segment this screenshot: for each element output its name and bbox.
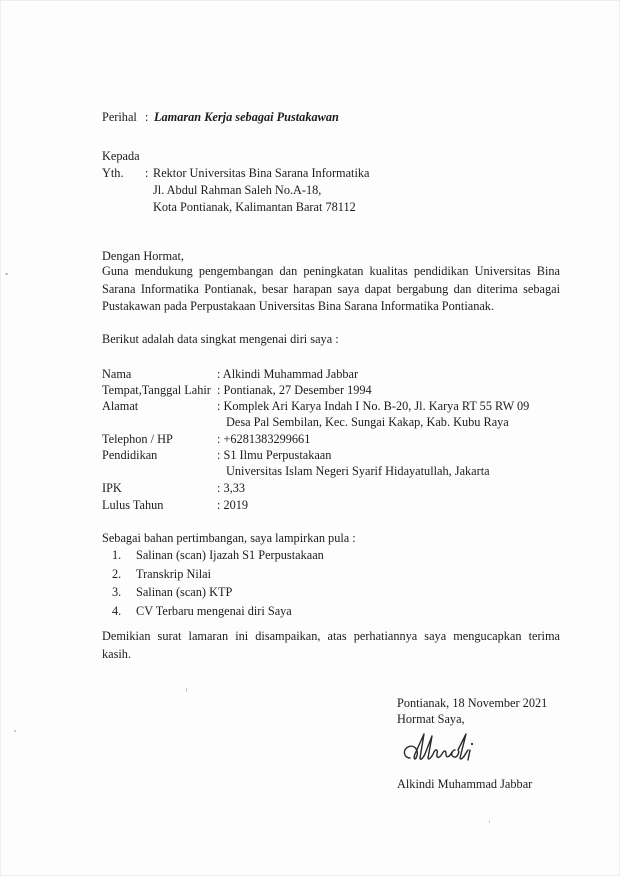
subject-value: Lamaran Kerja sebagai Pustakawan [154, 110, 339, 124]
name-label: Nama [102, 367, 132, 381]
to-label: Kepada [102, 149, 140, 163]
intro-paragraph [102, 263, 560, 316]
intro-line: Pustakawan pada Perpustakaan Universitas Bina Sarana Informatika Pontianak. [102, 299, 495, 313]
graduation-label: Lulus Tahun [102, 498, 164, 512]
attachments-intro: Sebagai bahan pertimbangan, saya lampirkan pula : [102, 531, 356, 545]
list-item-number: 2. [112, 566, 122, 581]
list-item [112, 546, 324, 565]
subject-label: Perihal [102, 110, 137, 124]
intro-line: Sarana Informatika Pontianak, besar harapan saya dapat bergabung dan diterima sebagai [102, 281, 560, 296]
list-item-number: 3. [112, 585, 122, 599]
signer-name: Alkindi Muhammad Jabbar [397, 777, 533, 791]
list-item [112, 565, 324, 584]
phone-value: : +6281383299661 [217, 432, 311, 446]
name-value: : Alkindi Muhammad Jabbar [217, 367, 359, 381]
intro-line: Guna mendukung pengembangan dan peningkatan kualitas pendidikan Universitas Bina [102, 264, 560, 278]
scan-speck [14, 730, 16, 732]
list-item [112, 602, 324, 621]
recipient-address-line1: Jl. Abdul Rahman Saleh No.A-18, [153, 183, 322, 197]
attachments-list [112, 546, 324, 620]
scan-speck [5, 273, 8, 275]
closing-line: kasih. [102, 646, 132, 661]
list-item-number: 4. [112, 603, 122, 618]
regards: Hormat Saya, [397, 712, 465, 726]
list-item-text: Salinan (scan) KTP [136, 585, 233, 599]
data-intro: Berikut adalah data singkat mengenai diri saya : [102, 332, 339, 346]
greeting: Dengan Hormat, [102, 249, 184, 263]
signature-image [398, 728, 488, 770]
place-date: Pontianak, 18 November 2021 [397, 696, 548, 710]
list-item-text: CV Terbaru mengenai diri Saya [136, 603, 292, 618]
yth-label: Yth. [102, 166, 124, 180]
address-label: Alamat [102, 399, 139, 413]
ipk-label: IPK [102, 481, 122, 495]
birth-value: : Pontianak, 27 Desember 1994 [217, 383, 372, 397]
graduation-value: : 2019 [217, 498, 249, 512]
closing-paragraph [102, 628, 560, 663]
recipient-address-line2: Kota Pontianak, Kalimantan Barat 78112 [153, 200, 356, 214]
list-item-text: Transkrip Nilai [136, 566, 212, 581]
birth-label: Tempat,Tanggal Lahir [102, 383, 211, 397]
scan-speck [186, 688, 187, 692]
list-item-number: 1. [112, 548, 122, 562]
address-value-line1: : Komplek Ari Karya Indah I No. B-20, Jl. Karya RT 55 RW 09 [217, 399, 530, 413]
education-value-line2: Universitas Islam Negeri Syarif Hidayatullah, Jakarta [226, 464, 490, 478]
list-item [112, 583, 324, 602]
subject-separator: : [145, 110, 149, 124]
recipient-name: Rektor Universitas Bina Sarana Informatika [153, 166, 370, 180]
list-item-text: Salinan (scan) Ijazah S1 Perpustakaan [136, 548, 324, 562]
phone-label: Telephon / HP [102, 432, 173, 446]
education-label: Pendidikan [102, 448, 158, 462]
recipient-separator: : [145, 166, 149, 180]
scan-speck [489, 820, 490, 823]
address-value-line2: Desa Pal Sembilan, Kec. Sungai Kakap, Kab. Kubu Raya [226, 415, 509, 429]
closing-line: Demikian surat lamaran ini disampaikan, atas perhatiannya saya mengucapkan terima [102, 629, 560, 643]
education-value-line1: : S1 Ilmu Perpustakaan [217, 448, 332, 462]
ipk-value: : 3,33 [217, 481, 246, 495]
